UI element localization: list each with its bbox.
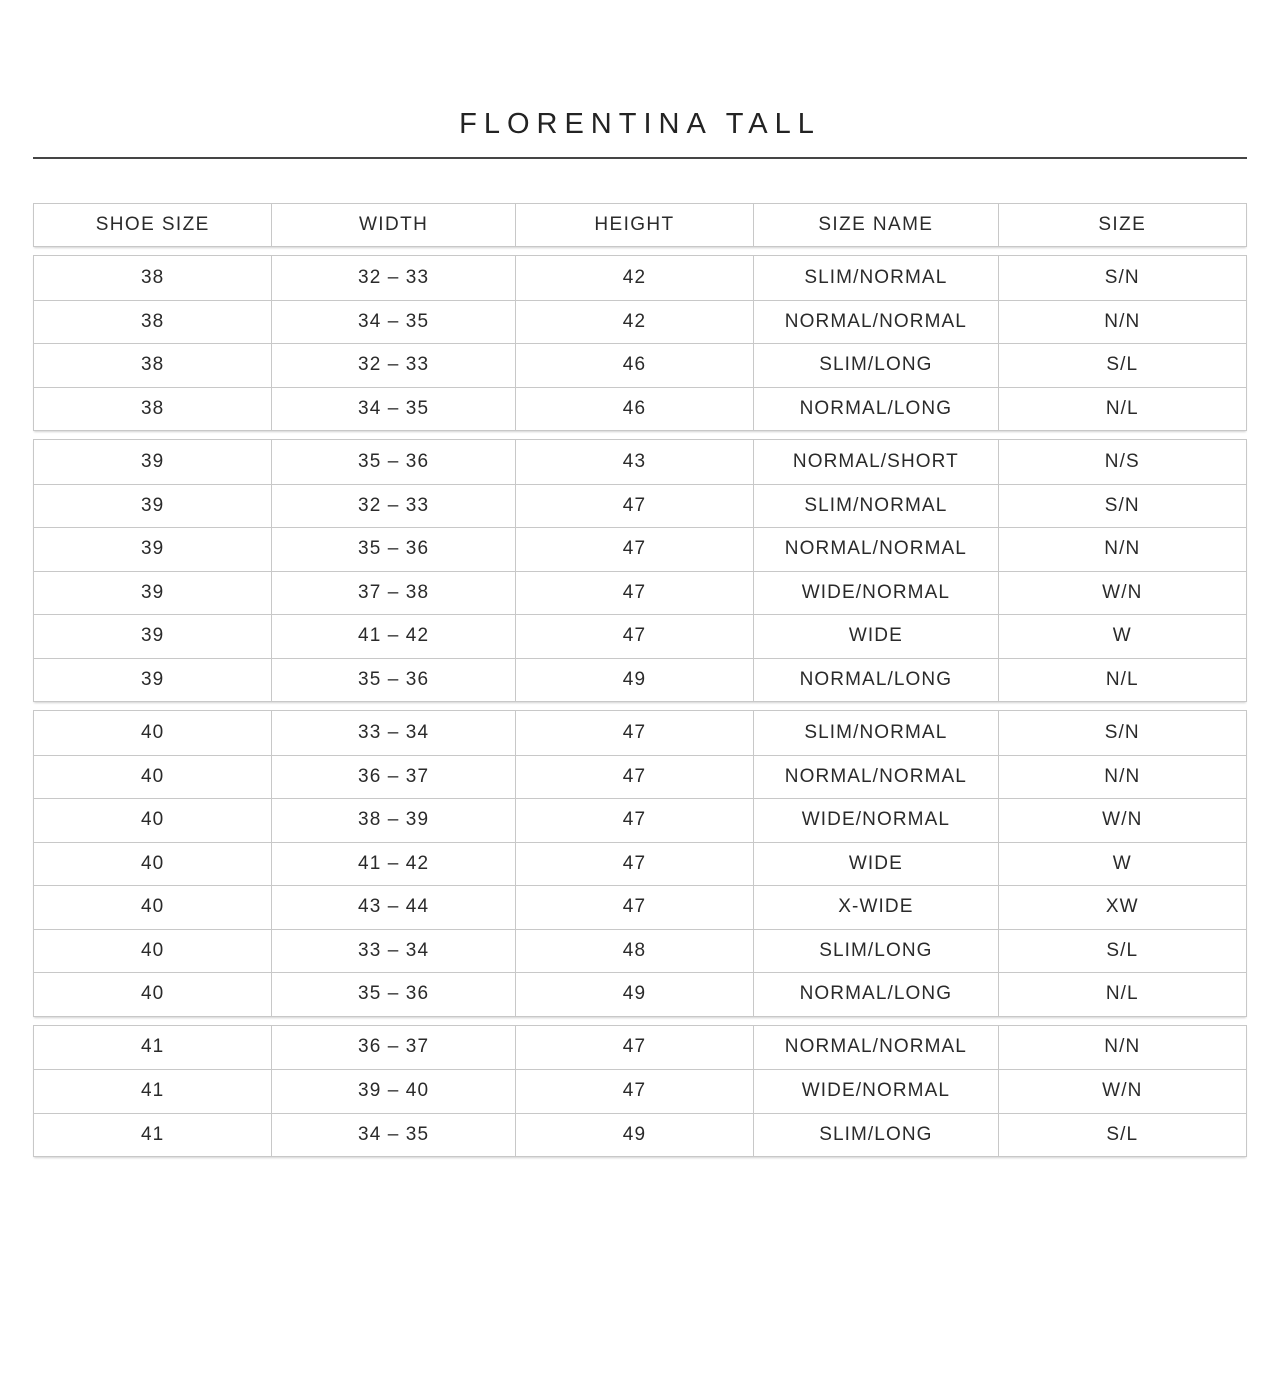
cell-height: 49	[515, 973, 753, 1016]
cell-height: 43	[515, 440, 753, 484]
cell-shoe-size: 41	[141, 1080, 165, 1102]
cell-height: 47	[515, 572, 753, 615]
cell-shoe-size: 40	[141, 852, 165, 874]
cell-width: 33 – 34	[271, 930, 514, 973]
table-row	[34, 484, 1246, 528]
cell-height: 47	[515, 843, 753, 886]
cell-width: 41 – 42	[271, 615, 514, 658]
cell-size: W/N	[998, 572, 1246, 615]
cell-width: 43 – 44	[271, 886, 514, 929]
cell-shoe-size: 40	[141, 809, 165, 831]
table-row	[34, 798, 1246, 842]
cell-height: 47	[515, 799, 753, 842]
cell-shoe-size: 40	[141, 721, 165, 743]
cell-size: S/N	[998, 711, 1246, 755]
column-header-shoe-size: SHOE SIZE	[95, 214, 210, 235]
cell-size-name: NORMAL/NORMAL	[753, 301, 997, 344]
cell-width: 32 – 33	[271, 485, 514, 528]
cell-shoe-size: 39	[141, 581, 165, 603]
cell-width: 35 – 36	[271, 440, 514, 484]
cell-size: N/N	[998, 1026, 1246, 1070]
cell-width: 36 – 37	[271, 756, 514, 799]
cell-size-name: SLIM/NORMAL	[753, 711, 997, 755]
table-row	[34, 387, 1246, 431]
cell-size: S/N	[998, 256, 1246, 300]
cell-size: N/N	[998, 301, 1246, 344]
table-row	[34, 842, 1246, 886]
table-row	[34, 300, 1246, 344]
cell-height: 46	[515, 388, 753, 431]
row-group-shoe-size-40	[33, 710, 1247, 1017]
cell-size-name: NORMAL/SHORT	[753, 440, 997, 484]
cell-height: 47	[515, 485, 753, 528]
table-row	[34, 571, 1246, 615]
table-row	[34, 256, 1246, 300]
cell-size-name: NORMAL/NORMAL	[753, 756, 997, 799]
cell-height: 47	[515, 711, 753, 755]
table-row	[34, 755, 1246, 799]
cell-height: 49	[515, 1114, 753, 1157]
cell-size: W/N	[998, 1070, 1246, 1113]
table-row	[34, 658, 1246, 702]
cell-width: 32 – 33	[271, 344, 514, 387]
column-header-size: SIZE	[998, 204, 1246, 246]
cell-shoe-size: 39	[141, 625, 165, 647]
cell-height: 42	[515, 301, 753, 344]
cell-size: S/L	[998, 1114, 1246, 1157]
cell-size-name: WIDE	[753, 843, 997, 886]
table-body	[33, 255, 1247, 1157]
cell-width: 33 – 34	[271, 711, 514, 755]
cell-shoe-size: 38	[141, 266, 165, 288]
column-header-height: HEIGHT	[515, 204, 753, 246]
cell-size: W/N	[998, 799, 1246, 842]
cell-size-name: WIDE/NORMAL	[753, 1070, 997, 1113]
cell-width: 34 – 35	[271, 1114, 514, 1157]
cell-size: W	[998, 615, 1246, 658]
cell-width: 38 – 39	[271, 799, 514, 842]
cell-width: 37 – 38	[271, 572, 514, 615]
table-row	[34, 929, 1246, 973]
cell-size-name: WIDE/NORMAL	[753, 572, 997, 615]
cell-size: N/L	[998, 388, 1246, 431]
row-group-shoe-size-41	[33, 1025, 1247, 1158]
cell-size-name: WIDE/NORMAL	[753, 799, 997, 842]
cell-height: 47	[515, 615, 753, 658]
size-chart-page	[33, 107, 1247, 1157]
header-row	[34, 204, 1246, 246]
cell-height: 46	[515, 344, 753, 387]
cell-size-name: NORMAL/LONG	[753, 659, 997, 702]
cell-size-name: NORMAL/NORMAL	[753, 528, 997, 571]
cell-shoe-size: 39	[141, 494, 165, 516]
cell-height: 47	[515, 886, 753, 929]
cell-size: N/L	[998, 973, 1246, 1016]
cell-size-name: NORMAL/LONG	[753, 973, 997, 1016]
column-header-width: WIDTH	[271, 204, 514, 246]
cell-height: 47	[515, 1026, 753, 1070]
cell-shoe-size: 38	[141, 310, 165, 332]
cell-height: 42	[515, 256, 753, 300]
cell-width: 39 – 40	[271, 1070, 514, 1113]
cell-width: 41 – 42	[271, 843, 514, 886]
table-row	[34, 440, 1246, 484]
cell-size: XW	[998, 886, 1246, 929]
cell-shoe-size: 40	[141, 939, 165, 961]
table-row	[34, 527, 1246, 571]
table-row	[34, 1026, 1246, 1070]
cell-size: N/L	[998, 659, 1246, 702]
cell-shoe-size: 41	[141, 1036, 165, 1058]
row-group-shoe-size-38	[33, 255, 1247, 431]
cell-size-name: SLIM/NORMAL	[753, 256, 997, 300]
cell-height: 47	[515, 528, 753, 571]
cell-size-name: SLIM/LONG	[753, 344, 997, 387]
cell-size: S/L	[998, 930, 1246, 973]
cell-size-name: NORMAL/NORMAL	[753, 1026, 997, 1070]
cell-height: 47	[515, 1070, 753, 1113]
page-title: FLORENTINA TALL	[459, 108, 821, 140]
table-row	[34, 1113, 1246, 1157]
cell-size-name: SLIM/LONG	[753, 930, 997, 973]
cell-shoe-size: 38	[141, 354, 165, 376]
row-group-shoe-size-39	[33, 439, 1247, 702]
cell-size: S/N	[998, 485, 1246, 528]
cell-size-name: NORMAL/LONG	[753, 388, 997, 431]
table-row	[34, 1069, 1246, 1113]
cell-shoe-size: 38	[141, 397, 165, 419]
cell-shoe-size: 40	[141, 765, 165, 787]
cell-size: N/N	[998, 756, 1246, 799]
cell-width: 35 – 36	[271, 973, 514, 1016]
table-row	[34, 614, 1246, 658]
cell-width: 35 – 36	[271, 659, 514, 702]
table-row	[34, 343, 1246, 387]
cell-width: 32 – 33	[271, 256, 514, 300]
cell-shoe-size: 40	[141, 983, 165, 1005]
cell-width: 34 – 35	[271, 388, 514, 431]
table-header	[33, 203, 1247, 247]
cell-size-name: SLIM/NORMAL	[753, 485, 997, 528]
cell-width: 35 – 36	[271, 528, 514, 571]
cell-height: 47	[515, 756, 753, 799]
cell-shoe-size: 39	[141, 538, 165, 560]
cell-size-name: WIDE	[753, 615, 997, 658]
cell-shoe-size: 41	[141, 1123, 165, 1145]
cell-size: W	[998, 843, 1246, 886]
cell-height: 48	[515, 930, 753, 973]
table-row	[34, 972, 1246, 1016]
cell-size: N/N	[998, 528, 1246, 571]
cell-shoe-size: 39	[141, 450, 165, 472]
cell-width: 34 – 35	[271, 301, 514, 344]
cell-size-name: SLIM/LONG	[753, 1114, 997, 1157]
cell-shoe-size: 40	[141, 896, 165, 918]
cell-height: 49	[515, 659, 753, 702]
cell-size: N/S	[998, 440, 1246, 484]
table-row	[34, 885, 1246, 929]
table-row	[34, 711, 1246, 755]
cell-shoe-size: 39	[141, 668, 165, 690]
cell-size-name: X-WIDE	[753, 886, 997, 929]
column-header-size-name: SIZE NAME	[753, 204, 997, 246]
cell-width: 36 – 37	[271, 1026, 514, 1070]
cell-size: S/L	[998, 344, 1246, 387]
title-divider	[33, 157, 1247, 159]
